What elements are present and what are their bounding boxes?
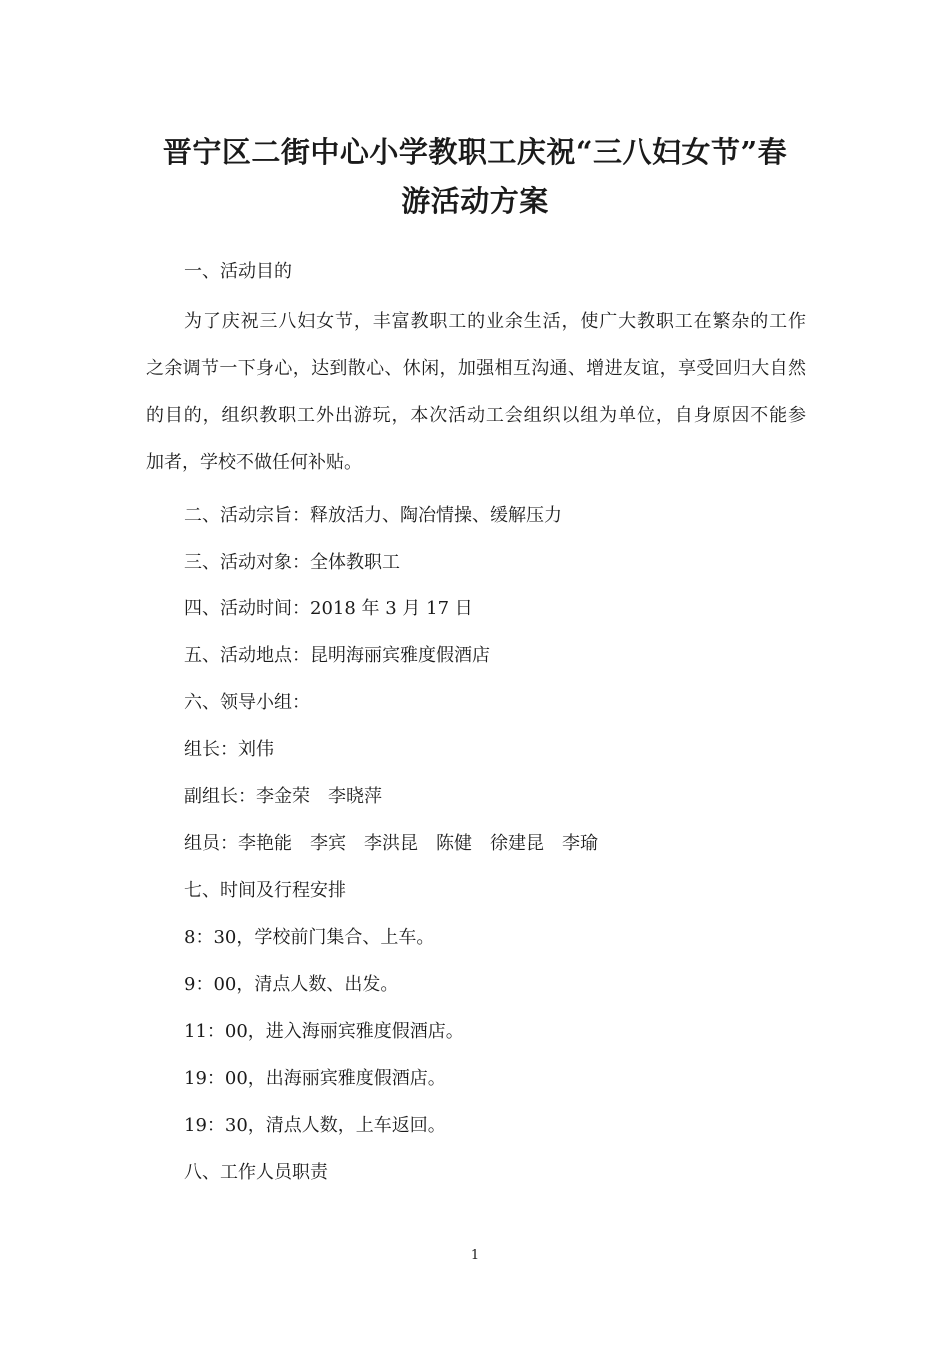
- schedule-item: 19：30，清点人数，上车返回。: [184, 1115, 446, 1136]
- purpose-paragraph-line-4: 加者，学校不做任何补贴。: [146, 452, 362, 473]
- section-7-heading: 七、时间及行程安排: [184, 880, 346, 901]
- section-4-date: 四、活动时间：2018 年 3 月 17 日: [184, 598, 473, 619]
- purpose-paragraph-line-2: 之余调节一下身心，达到散心、休闲，加强相互沟通、增进友谊，享受回归大自然: [146, 358, 806, 379]
- purpose-paragraph-line-1: 为了庆祝三八妇女节，丰富教职工的业余生活，使广大教职工在繁杂的工作: [184, 311, 806, 332]
- document-title-line-2: 游活动方案: [401, 184, 549, 218]
- schedule-item: 9：00，清点人数、出发。: [184, 974, 399, 995]
- document-title-line-1: 晋宁区二街中心小学教职工庆祝“三八妇女节”春: [162, 135, 788, 169]
- section-5-location: 五、活动地点：昆明海丽宾雅度假酒店: [184, 645, 490, 666]
- schedule-item: 19：00，出海丽宾雅度假酒店。: [184, 1068, 446, 1089]
- purpose-paragraph-line-3: 的目的，组织教职工外出游玩，本次活动工会组织以组为单位，自身原因不能参: [146, 405, 806, 426]
- section-2-purpose-motto: 二、活动宗旨：释放活力、陶冶情操、缓解压力: [184, 505, 562, 526]
- section-3-participants: 三、活动对象：全体教职工: [184, 552, 400, 573]
- page-number: 1: [470, 1248, 480, 1263]
- group-leader: 组长：刘伟: [184, 739, 274, 760]
- section-1-heading: 一、活动目的: [184, 261, 292, 282]
- group-members: 组员：李艳能 李宾 李洪昆 陈健 徐建昆 李瑜: [184, 833, 598, 854]
- deputy-leaders: 副组长：李金荣 李晓萍: [184, 786, 382, 807]
- schedule-item: 8：30，学校前门集合、上车。: [184, 927, 435, 948]
- section-8-heading: 八、工作人员职责: [184, 1162, 328, 1183]
- section-6-heading: 六、领导小组：: [184, 692, 310, 713]
- schedule-item: 11：00，进入海丽宾雅度假酒店。: [184, 1021, 464, 1042]
